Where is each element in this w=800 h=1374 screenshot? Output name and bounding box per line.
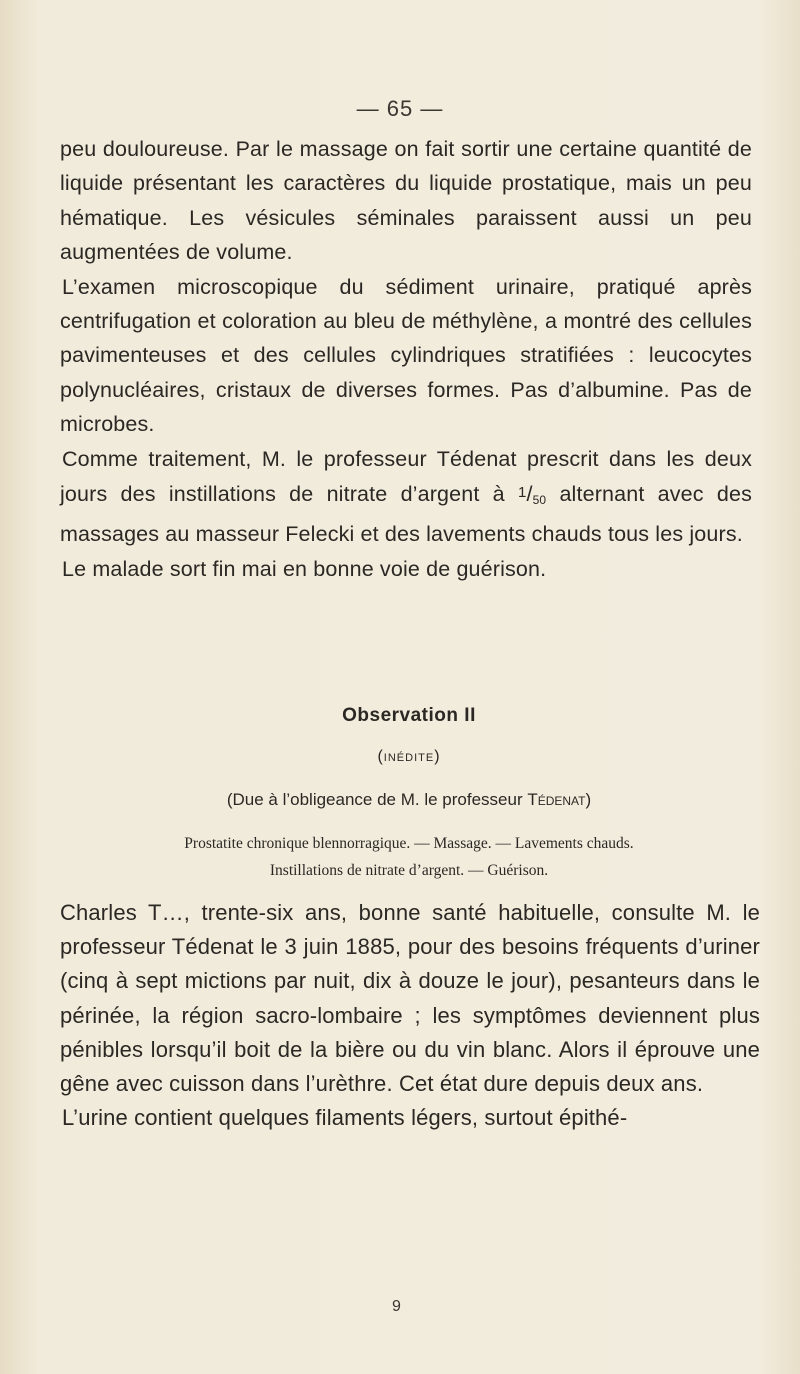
- page-number: — 65 —: [356, 96, 444, 121]
- credit-suffix: ): [585, 790, 592, 809]
- credit-prefix: (Due à l’obligeance de M. le professeur: [226, 790, 528, 809]
- fraction-numerator: 1: [517, 484, 527, 502]
- observation-subtitle: (inédite): [377, 748, 441, 765]
- bottom-text-block: [60, 896, 760, 1135]
- top-text-block: [60, 132, 752, 586]
- paragraph-patient-history: Charles T…, trente-six ans, bonne santé habituelle, consulte M. le professeur Tédenat le 3 juin 1885, pour des besoins fréquents d’uriner (cinq à sept mictions par nuit, dix à douze le jour), pesanteurs dans le périnée, la région sacro-lombaire ; les symptômes deviennent plus pénibles lorsqu’il boit de la bière ou du vin blanc. Alors il éprouve une gêne avec cuisson dans l’urèthre. Cet état dure depuis deux ans.: [60, 900, 760, 1097]
- paragraph-microscopic-exam: L’examen microscopique du sédiment urinaire, pratiqué après centrifugation et coloration au bleu de méthylène, a montré des cellules pavimenteuses et des cellules cylindriques stratifiées : leucocytes polynucléaires, cristaux de diverses formes. Pas d’albumine. Pas de microbes.: [60, 274, 752, 437]
- observation-summary-line-1: Prostatite chronique blennorragique. — Massage. — Lavements chauds.: [184, 835, 634, 852]
- fraction-denominator: 50: [532, 493, 547, 508]
- paragraph-treatment: Comme traitement, M. le professeur Tédenat prescrit dans les deux jours des instillations de nitrate d’argent à 1/50 alternant avec des massages au masseur Felecki et des lavements chauds tous les jours.: [60, 446, 752, 547]
- paragraph-prostatic-fluid: peu douloureuse. Par le massage on fait sortir une certaine quantité de liquide présentant les caractères du liquide prostatique, mais un peu hématique. Les vésicules séminales paraissent aussi un peu augmentées de volume.: [60, 137, 752, 265]
- observation-title: Observation II: [342, 705, 476, 726]
- treatment-text-before: Comme traitement, M. le professeur Tédenat prescrit dans les deux jours des instillations de nitrate d’argent à: [60, 446, 752, 507]
- observation-summary-line-2: Instillations de nitrate d’argent. — Guérison.: [269, 862, 549, 879]
- treatment-text-after: alternant avec des massages au masseur Felecki et des lavements chauds tous les jours.: [60, 482, 752, 547]
- signature-mark: 9: [392, 1298, 401, 1315]
- paragraph-discharge: Le malade sort fin mai en bonne voie de guérison.: [62, 556, 547, 581]
- credit-name: Tédenat: [527, 790, 586, 809]
- observation-credit: [0, 790, 800, 810]
- paragraph-urine: L’urine contient quelques filaments légers, surtout épithé-: [62, 1105, 628, 1131]
